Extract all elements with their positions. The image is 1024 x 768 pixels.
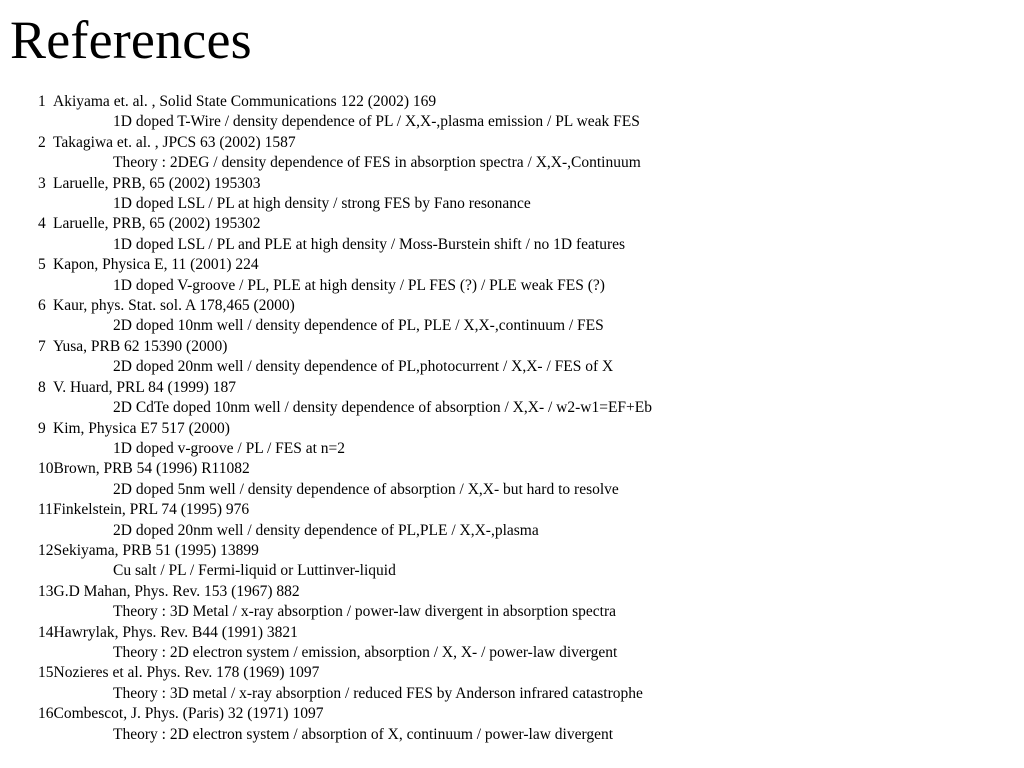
reference-detail: 1D doped LSL / PL and PLE at high density / Moss-Burstein shift / no 1D features	[113, 235, 626, 253]
reference-detail: Cu salt / PL / Fermi-liquid or Luttinver-liquid	[113, 562, 396, 580]
reference-citation: Laruelle, PRB, 65 (2002) 195302	[53, 215, 261, 233]
reference-number: 14	[38, 623, 54, 641]
reference-number: 15	[38, 664, 54, 682]
reference-detail: 2D CdTe doped 10nm well / density dependence of absorption / X,X- / w2-w1=EF+Eb	[113, 399, 652, 417]
reference-detail: 2D doped 5nm well / density dependence of absorption / X,X- but hard to resolve	[113, 480, 619, 498]
reference-head	[38, 174, 998, 194]
reference-detail: Theory : 2DEG / density dependence of FES in absorption spectra / X,X-,Continuum	[113, 154, 641, 172]
reference-number: 13	[38, 582, 54, 600]
reference-detail: 1D doped T-Wire / density dependence of PL / X,X-,plasma emission / PL weak FES	[113, 113, 640, 131]
reference-number: 2	[38, 133, 46, 151]
reference-citation: Yusa, PRB 62 15390 (2000)	[53, 337, 228, 355]
reference-citation: Kapon, Physica E, 11 (2001) 224	[53, 256, 259, 274]
reference-head	[38, 214, 998, 234]
reference-number: 9	[38, 419, 46, 437]
reference-head	[38, 296, 998, 316]
reference-head	[38, 337, 998, 357]
reference-citation: Combescot, J. Phys. (Paris) 32 (1971) 1097	[53, 705, 324, 723]
page-title: References	[10, 10, 252, 70]
reference-number: 8	[38, 378, 46, 396]
reference-number: 16	[38, 705, 54, 723]
reference-detail: 2D doped 20nm well / density dependence of PL,photocurrent / X,X- / FES of X	[113, 358, 614, 376]
reference-item-9	[38, 419, 998, 460]
reference-citation: Akiyama et. al. , Solid State Communications 122 (2002) 169	[53, 93, 437, 110]
reference-head	[38, 623, 998, 643]
reference-number: 5	[38, 256, 46, 274]
reference-detail: Theory : 2D electron system / absorption of X, continuum / power-law divergent	[113, 725, 614, 743]
reference-item-6	[38, 296, 998, 337]
reference-detail: 1D doped V-groove / PL, PLE at high density / PL FES (?) / PLE weak FES (?)	[113, 276, 605, 294]
reference-head	[38, 378, 998, 398]
reference-item-16	[38, 704, 998, 745]
reference-citation: G.D Mahan, Phys. Rev. 153 (1967) 882	[53, 582, 300, 600]
reference-citation: V. Huard, PRL 84 (1999) 187	[53, 378, 236, 396]
reference-citation: Kim, Physica E7 517 (2000)	[53, 419, 230, 437]
reference-citation: Kaur, phys. Stat. sol. A 178,465 (2000)	[53, 297, 295, 315]
reference-item-10	[38, 459, 998, 500]
reference-list	[38, 92, 998, 745]
reference-number: 3	[38, 174, 46, 192]
reference-item-4	[38, 214, 998, 255]
reference-citation: Brown, PRB 54 (1996) R11082	[53, 460, 250, 478]
reference-item-1	[38, 92, 998, 133]
reference-citation: Hawrylak, Phys. Rev. B44 (1991) 3821	[53, 623, 298, 641]
reference-number: 12	[38, 541, 54, 559]
reference-number: 4	[38, 215, 46, 233]
reference-head	[38, 582, 998, 602]
reference-head	[38, 419, 998, 439]
reference-detail: Theory : 2D electron system / emission, absorption / X, X- / power-law divergent	[113, 643, 618, 661]
reference-head	[38, 255, 998, 275]
reference-number: 6	[38, 297, 46, 315]
reference-item-5	[38, 255, 998, 296]
reference-item-14	[38, 623, 998, 664]
reference-number: 10	[38, 460, 54, 478]
reference-citation: Nozieres et al. Phys. Rev. 178 (1969) 1097	[53, 664, 320, 682]
reference-head	[38, 704, 998, 724]
reference-number: 1	[38, 93, 46, 110]
reference-item-12	[38, 541, 998, 582]
reference-detail: 2D doped 20nm well / density dependence of PL,PLE / X,X-,plasma	[113, 521, 539, 539]
reference-item-7	[38, 337, 998, 378]
reference-head	[38, 459, 998, 479]
reference-head	[38, 541, 998, 561]
reference-item-2	[38, 133, 998, 174]
reference-head	[38, 663, 998, 683]
reference-head	[38, 133, 998, 153]
reference-detail: 1D doped LSL / PL at high density / strong FES by Fano resonance	[113, 195, 531, 213]
reference-detail: Theory : 3D Metal / x-ray absorption / power-law divergent in absorption spectra	[113, 603, 617, 621]
reference-detail: 2D doped 10nm well / density dependence of PL, PLE / X,X-,continuum / FES	[113, 317, 604, 335]
reference-citation: Sekiyama, PRB 51 (1995) 13899	[53, 541, 259, 559]
reference-citation: Laruelle, PRB, 65 (2002) 195303	[53, 174, 261, 192]
reference-item-15	[38, 663, 998, 704]
reference-head	[38, 500, 998, 520]
reference-citation: Takagiwa et. al. , JPCS 63 (2002) 1587	[53, 133, 296, 151]
reference-item-8	[38, 378, 998, 419]
reference-number: 7	[38, 337, 46, 355]
reference-item-3	[38, 174, 998, 215]
reference-detail: Theory : 3D metal / x-ray absorption / reduced FES by Anderson infrared catastrophe	[113, 684, 643, 702]
reference-item-13	[38, 582, 998, 623]
reference-number: 11	[38, 501, 53, 519]
reference-citation: Finkelstein, PRL 74 (1995) 976	[53, 501, 250, 519]
reference-item-11	[38, 500, 998, 541]
reference-detail: 1D doped v-groove / PL / FES at n=2	[113, 439, 346, 457]
reference-head	[38, 92, 998, 112]
